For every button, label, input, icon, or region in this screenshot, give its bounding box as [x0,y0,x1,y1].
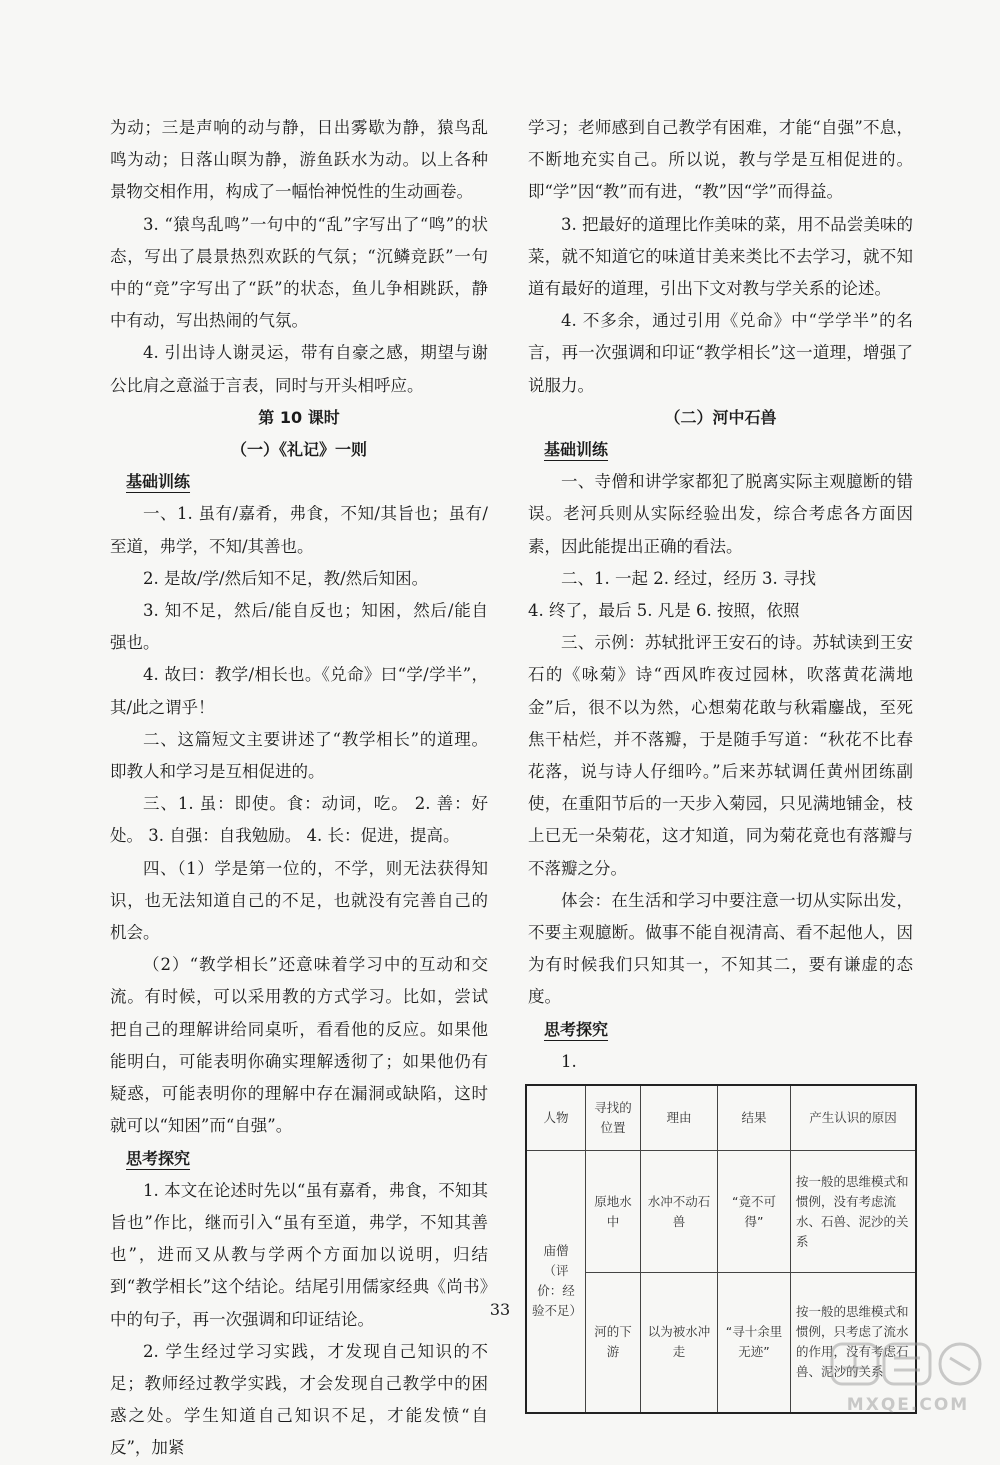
page-number: 33 [489,1300,511,1319]
paragraph: 1. [561,1051,577,1071]
right-column [528,112,913,1414]
svg-text:MXQE.COM: MXQE.COM [846,1395,970,1415]
paragraph: 一、1. 虽有/嘉肴，弗食，不知/其旨也；虽有/至道，弗学，不知/其善也。 [110,504,488,556]
table-header-person: 人物 [526,1085,586,1151]
subsection-heading: 基础训练 [544,440,609,460]
table-cell: 按一般的思维模式和惯例，只考虑了流水的作用，没有考虑石兽、泥沙的关系 [791,1273,917,1413]
paragraph: 4. 终了，最后 5. 凡是 6. 按照，依照 [528,601,800,621]
paragraph: 3. “猿鸟乱鸣”一句中的“乱”字写出了“鸣”的状态，写出了晨景热烈欢跃的气氛；“沉鳞竞跃”一句中的“竞”字写出了“跃”的状态，鱼儿争相跳跃，静中有动，写出热闹的气氛。 [110,214,488,331]
table-cell-person: 庙僧（评价：经验不足） [526,1151,586,1413]
right-column-text [528,112,913,1078]
watermark-logo [828,1338,988,1416]
table-header-reason: 理由 [641,1085,718,1151]
table-header-row [526,1085,916,1151]
paragraph: 3. 把最好的道理比作美味的菜，用不品尝美味的菜，就不知道它的味道甘美来类比不去学习，就不知道有最好的道理，引出下文对教与学关系的论述。 [528,214,913,299]
paragraph: 2. 是故/学/然后知不足，教/然后知困。 [143,568,429,588]
paragraph: 二、1. 一起 2. 经过，经历 3. 寻找 [561,568,816,588]
paragraph: 四、（1）学是第一位的，不学，则无法获得知识，也无法知道自己的不足，也就没有完善自己的机会。 [110,858,488,943]
paragraph: 为动；三是声响的动与静，日出雾歇为静，猿鸟乱鸣为动；日落山暝为静，游鱼跃水为动。以上各种景物交相作用，构成了一幅怡神悦性的生动画卷。 [110,118,488,202]
table-cell: “寻十余里无迹” [718,1273,791,1413]
table-header-location: 寻找的位置 [586,1085,641,1151]
paragraph: 1. 本文在论述时先以“虽有嘉肴，弗食，不知其旨也”作比，继而引入“虽有至道，弗学，不知其善也”，进而又从教与学两个方面加以说明，归结到“教学相长”这个结论。结尾引用儒家经典《尚书》中的句子，再一次强调和印证结论。 [110,1180,488,1329]
paragraph: 3. 知不足，然后/能自反也；知困，然后/能自强也。 [110,601,488,653]
subsection-heading: 思考探究 [126,1148,191,1168]
table-cell: 按一般的思维模式和惯例，没有考虑流水、石兽、泥沙的关系 [791,1151,917,1273]
paragraph: （2）“教学相长”还意味着学习中的互动和交流。有时候，可以采用教的方式学习。比如，尝试把自己的理解讲给同桌听，看看他的反应。如果他能明白，可能表明你确实理解透彻了；如果他仍有疑惑，可能表明你的理解中存在漏洞或缺陷，这时就可以“知困”而“自强”。 [110,955,488,1136]
paragraph: 4. 故曰：教学/相长也。《兑命》曰“学/学半”，其/此之谓乎！ [110,665,488,717]
table-cell: 以为被水冲走 [641,1273,718,1413]
paragraph: 4. 引出诗人谢灵运，带有自豪之感，期望与谢公比肩之意溢于言表，同时与开头相呼应。 [110,343,488,395]
table-row [526,1151,916,1273]
section-heading: （一）《礼记》一则 [230,440,367,460]
table-cell: “竟不可得” [718,1151,791,1273]
paragraph: 三、1. 虽：即使。食：动词，吃。 2. 善：好处。 3. 自强：自我勉励。 4. 长：促进，提高。 [110,794,488,846]
paragraph: 二、这篇短文主要讲述了“教学相长”的道理。即教人和学习是互相促进的。 [110,729,488,782]
paragraph: 一、寺僧和讲学家都犯了脱离实际主观臆断的错误。老河兵则从实际经验出发，综合考虑各方面因素，因此能提出正确的看法。 [528,472,913,556]
table-header-result: 结果 [718,1085,791,1151]
paragraph: 学习；老师感到自己教学有困难，才能“自强”不息，不断地充实自己。所以说，教与学是互相促进的。即“学”因“教”而有进，“教”因“学”而得益。 [528,118,913,202]
table-cell: 水冲不动石兽 [641,1151,718,1273]
table-cell: 河的下游 [586,1273,641,1413]
section-heading: （二）河中石兽 [664,407,777,427]
table-cell: 原地水中 [586,1151,641,1273]
paragraph: 体会：在生活和学习中要注意一切从实际出发，不要主观臆断。做事不能自视清高、看不起他人，因为有时候我们只知其一，不知其二，要有谦虚的态度。 [528,890,913,1007]
subsection-heading: 思考探究 [544,1019,609,1039]
left-column [110,112,488,1465]
subsection-heading: 基础训练 [126,472,191,492]
section-heading: 第 10 课时 [258,407,340,427]
paragraph: 2. 学生经过学习实践，才发现自己知识的不足；教师经过教学实践，才会发现自己教学中的困惑之处。学生知道自己知识不足，才能发愤“自反”，加紧 [110,1341,488,1458]
table-header-cause: 产生认识的原因 [791,1085,917,1151]
paragraph: 4. 不多余，通过引用《兑命》中“学学半”的名言，再一次强调和印证“教学相长”这一道理，增强了说服力。 [528,311,913,395]
paragraph: 三、示例：苏轼批评王安石的诗。苏轼读到王安石的《咏菊》诗“西风昨夜过园林，吹落黄花满地金”后，很不以为然，心想菊花敢与秋霜鏖战，至死焦干枯烂，并不落瓣，于是随手写道：“秋花不比春花落，说与诗人仔细吟。”后来苏轼调任黄州团练副使，在重阳节后的一天步入菊园，只见满地铺金，枝上已无一朵菊花，这才知道，同为菊花竟也有落瓣与不落瓣之分。 [528,633,913,878]
